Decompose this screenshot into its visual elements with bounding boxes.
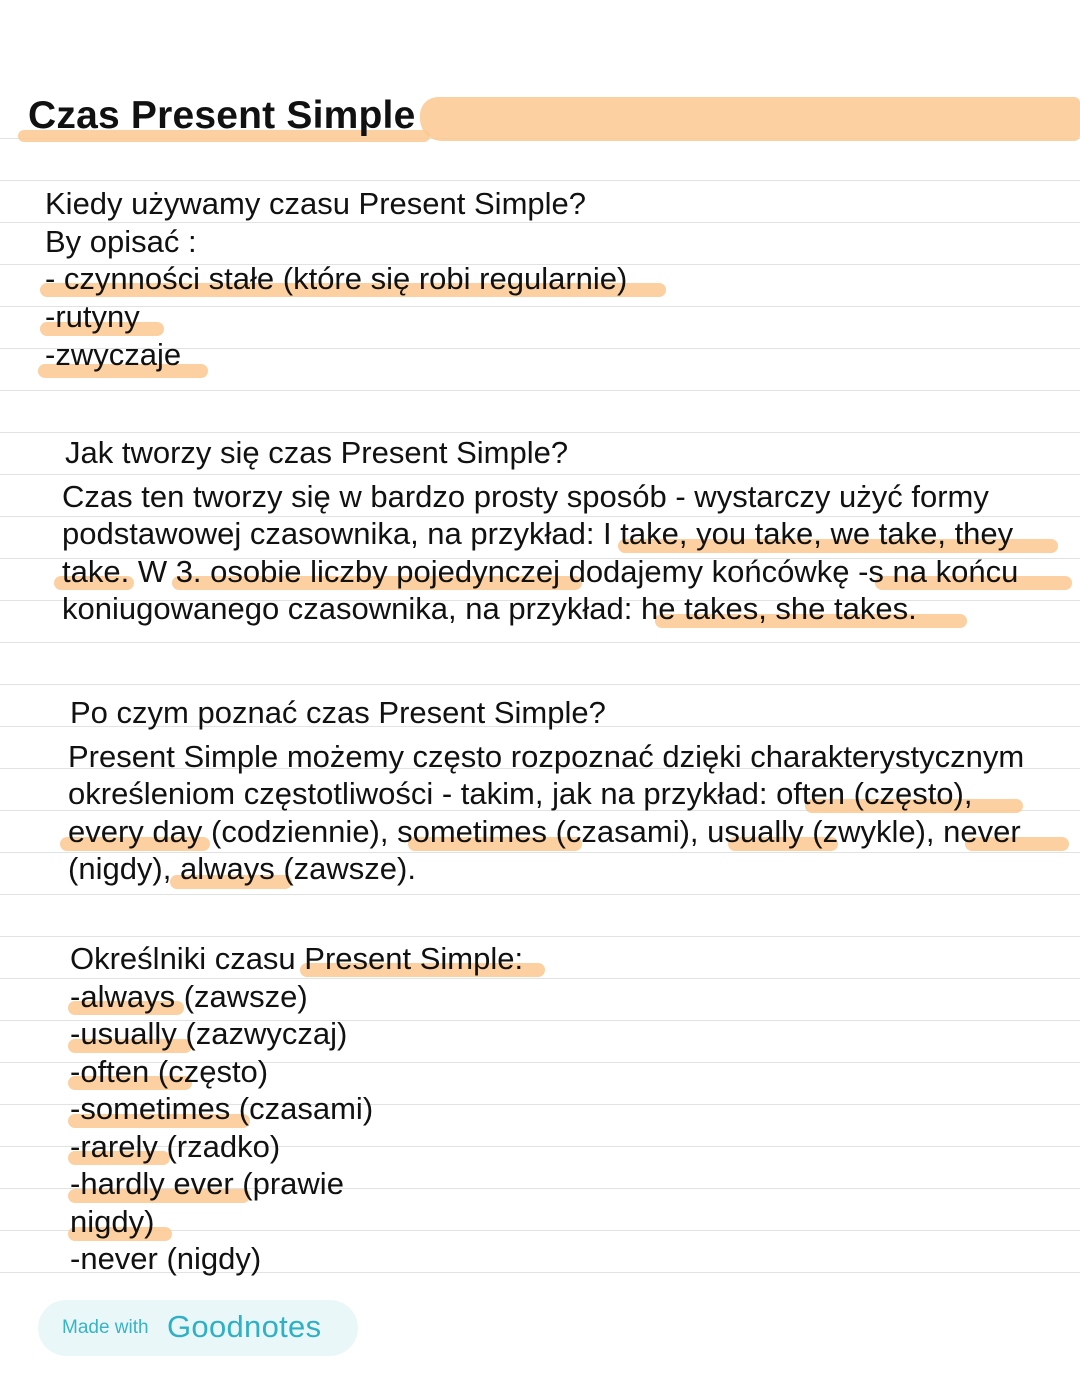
list-item: -always (zawsze)	[70, 979, 308, 1014]
section-question: Po czym poznać czas Present Simple?	[70, 695, 606, 730]
paragraph-line: Present Simple możemy często rozpoznać dzięki charakterystycznym	[68, 739, 1025, 774]
section-question: Jak tworzy się czas Present Simple?	[65, 435, 569, 470]
list-item: -sometimes (czasami)	[70, 1091, 374, 1126]
paragraph-line: (nigdy), always (zawsze).	[68, 851, 416, 886]
paragraph-line: podstawowej czasownika, na przykład: I take, you take, we take, they	[62, 516, 1014, 551]
page-title: Czas Present Simple	[28, 94, 416, 137]
list-item: -rarely (rzadko)	[70, 1129, 281, 1164]
badge-brand-label: Goodnotes	[167, 1309, 322, 1344]
list-item: -zwyczaje	[45, 337, 182, 372]
list-item: -usually (zazwyczaj)	[70, 1016, 348, 1051]
section-heading: Określniki czasu Present Simple:	[70, 941, 524, 976]
list-item: -rutyny	[45, 299, 140, 334]
paragraph-line: określeniom częstotliwości - takim, jak na przykład: often (często),	[68, 776, 973, 811]
paragraph-line: take. W 3. osobie liczby pojedynczej dodajemy końcówkę -s na końcu	[62, 554, 1019, 589]
paragraph-line: Czas ten tworzy się w bardzo prosty sposób - wystarczy użyć formy	[62, 479, 989, 514]
paragraph-line: every day (codziennie), sometimes (czasami), usually (zwykle), never	[68, 814, 1021, 849]
section-question: Kiedy używamy czasu Present Simple?	[45, 186, 587, 221]
list-item: nigdy)	[70, 1204, 155, 1239]
badge-made-with-label: Made with	[62, 1317, 149, 1338]
section-intro: By opisać :	[45, 224, 197, 259]
list-item: -never (nigdy)	[70, 1241, 262, 1276]
list-item: -often (często)	[70, 1054, 269, 1089]
list-item: -hardly ever (prawie	[70, 1166, 344, 1201]
list-item: - czynności stałe (które się robi regularnie)	[45, 261, 628, 296]
paragraph-line: koniugowanego czasownika, na przykład: he takes, she takes.	[62, 591, 917, 626]
